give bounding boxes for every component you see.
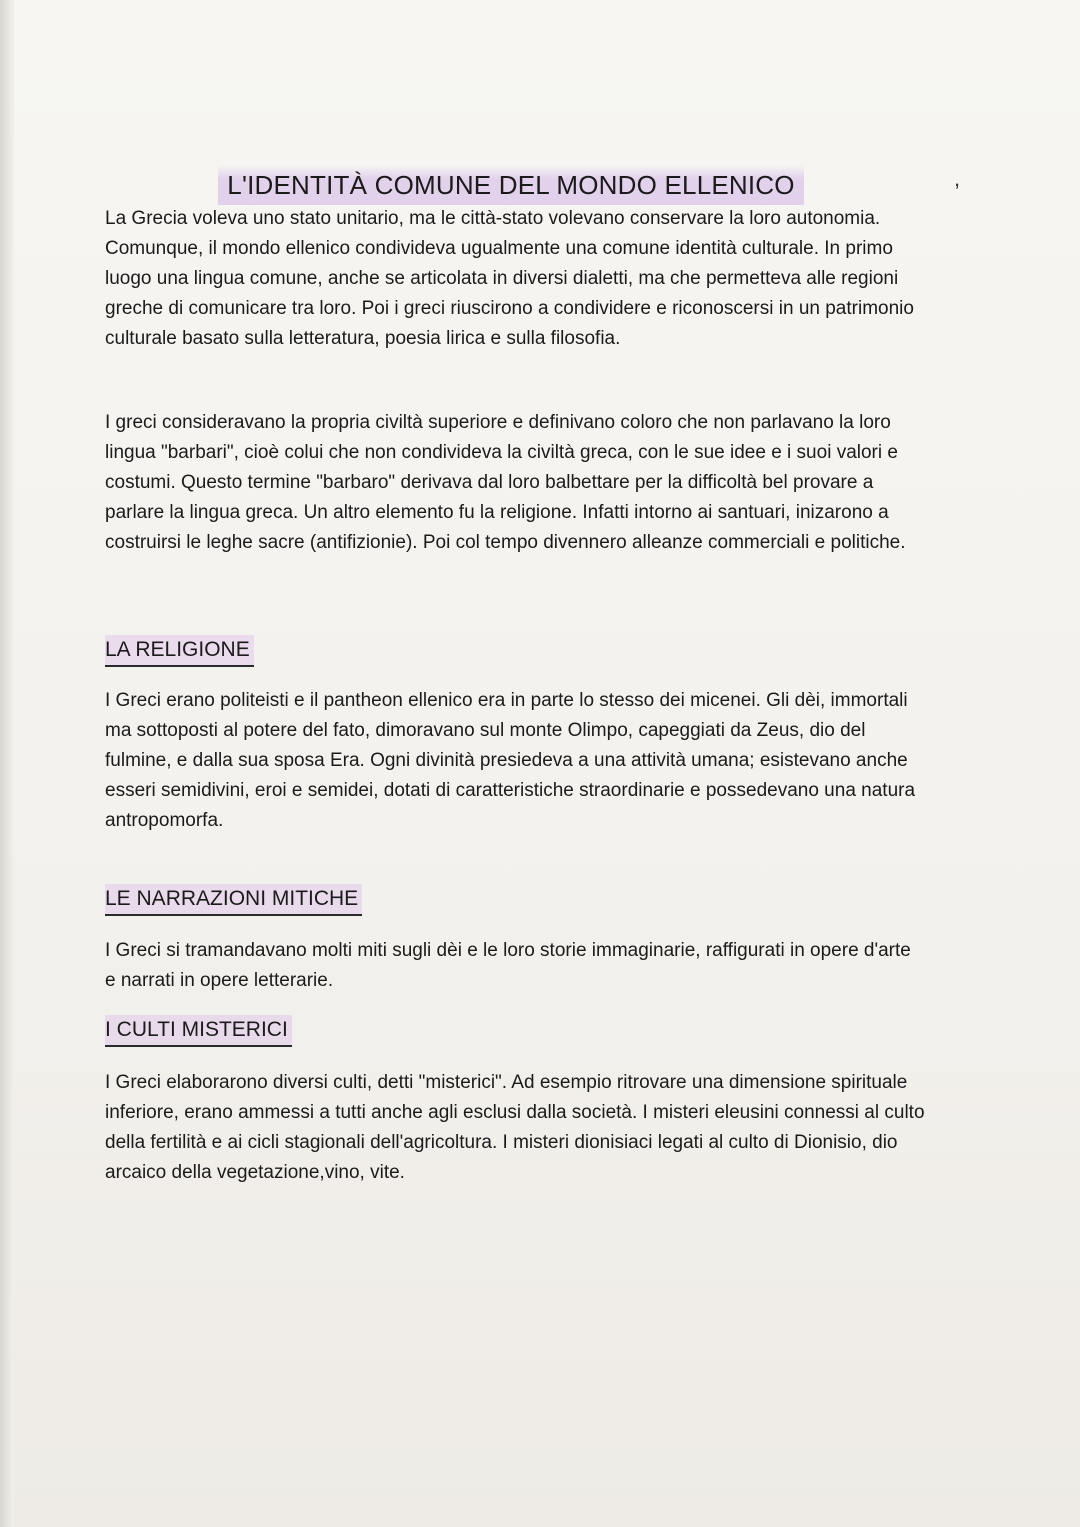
barbari-paragraph — [105, 408, 925, 558]
section-text-narrazioni — [105, 936, 925, 996]
section-text-culti — [105, 1068, 925, 1188]
stray-mark: , — [954, 166, 961, 191]
paragraph-text: I Greci erano politeisti e il pantheon ellenico era in parte lo stesso dei micenei. Gli dèi, immortali ma sottoposti al potere del fato, dimoravano sul monte Olimpo, capeggiati da Zeus, dio del fulmine, e dalla sua sposa Era. Ogni divinità presiedeva a una attività umana; esistevano anche esseri semidivini, eroi e semidei, dotati di caratteristiche straordinarie e possedevano una natura antropomorfa. — [105, 690, 916, 831]
section-heading-religione: LA RELIGIONE — [105, 635, 254, 667]
section-heading-culti: I CULTI MISTERICI — [105, 1015, 292, 1047]
intro-paragraph — [105, 204, 925, 354]
section-heading-narrazioni: LE NARRAZIONI MITICHE — [105, 884, 362, 916]
section-text-religione — [105, 686, 925, 836]
page-edge-shadow — [0, 0, 14, 1527]
paragraph-text: I greci consideravano la propria civiltà superiore e definivano coloro che non parlavano la loro lingua "barbari", cioè colui che non condivideva la civiltà greca, con le sue idee e i suoi valori e costumi. Questo termine "barbaro" derivava dal loro balbettare per la difficoltà bel provare a parlare la lingua greca. Un altro elemento fu la religione. Infatti intorno ai santuari, inizarono a costruirsi le leghe sacre (antifizionie). Poi col tempo divennero alleanze commerciali e politiche. — [105, 412, 906, 553]
paragraph-text: I Greci elaborarono diversi culti, detti "misterici". Ad esempio ritrovare una dimensione spirituale inferiore, erano ammessi a tutti anche agli esclusi dalla società. I misteri eleusini connessi al culto della fertilità e ai cicli stagionali dell'agricoltura. I misteri dionisiaci legati al culto di Dionisio, dio arcaico della vegetazione,vino, vite. — [105, 1072, 925, 1183]
paragraph-text: La Grecia voleva uno stato unitario, ma le città-stato volevano conservare la loro autonomia. Comunque, il mondo ellenico condivideva ugualmente una comune identità culturale. In primo luogo una lingua comune, anche se articolata in diversi dialetti, ma che permetteva alle regioni greche di comunicare tra loro. Poi i greci riuscirono a condividere e riconoscersi in un patrimonio culturale basato sulla letteratura, poesia lirica e sulla filosofia. — [105, 208, 914, 349]
paragraph-text: I Greci si tramandavano molti miti sugli dèi e le loro storie immaginarie, raffigurati in opere d'arte e narrati in opere letterarie. — [105, 940, 911, 991]
page-title: L'IDENTITÀ COMUNE DEL MONDO ELLENICO — [218, 165, 804, 205]
